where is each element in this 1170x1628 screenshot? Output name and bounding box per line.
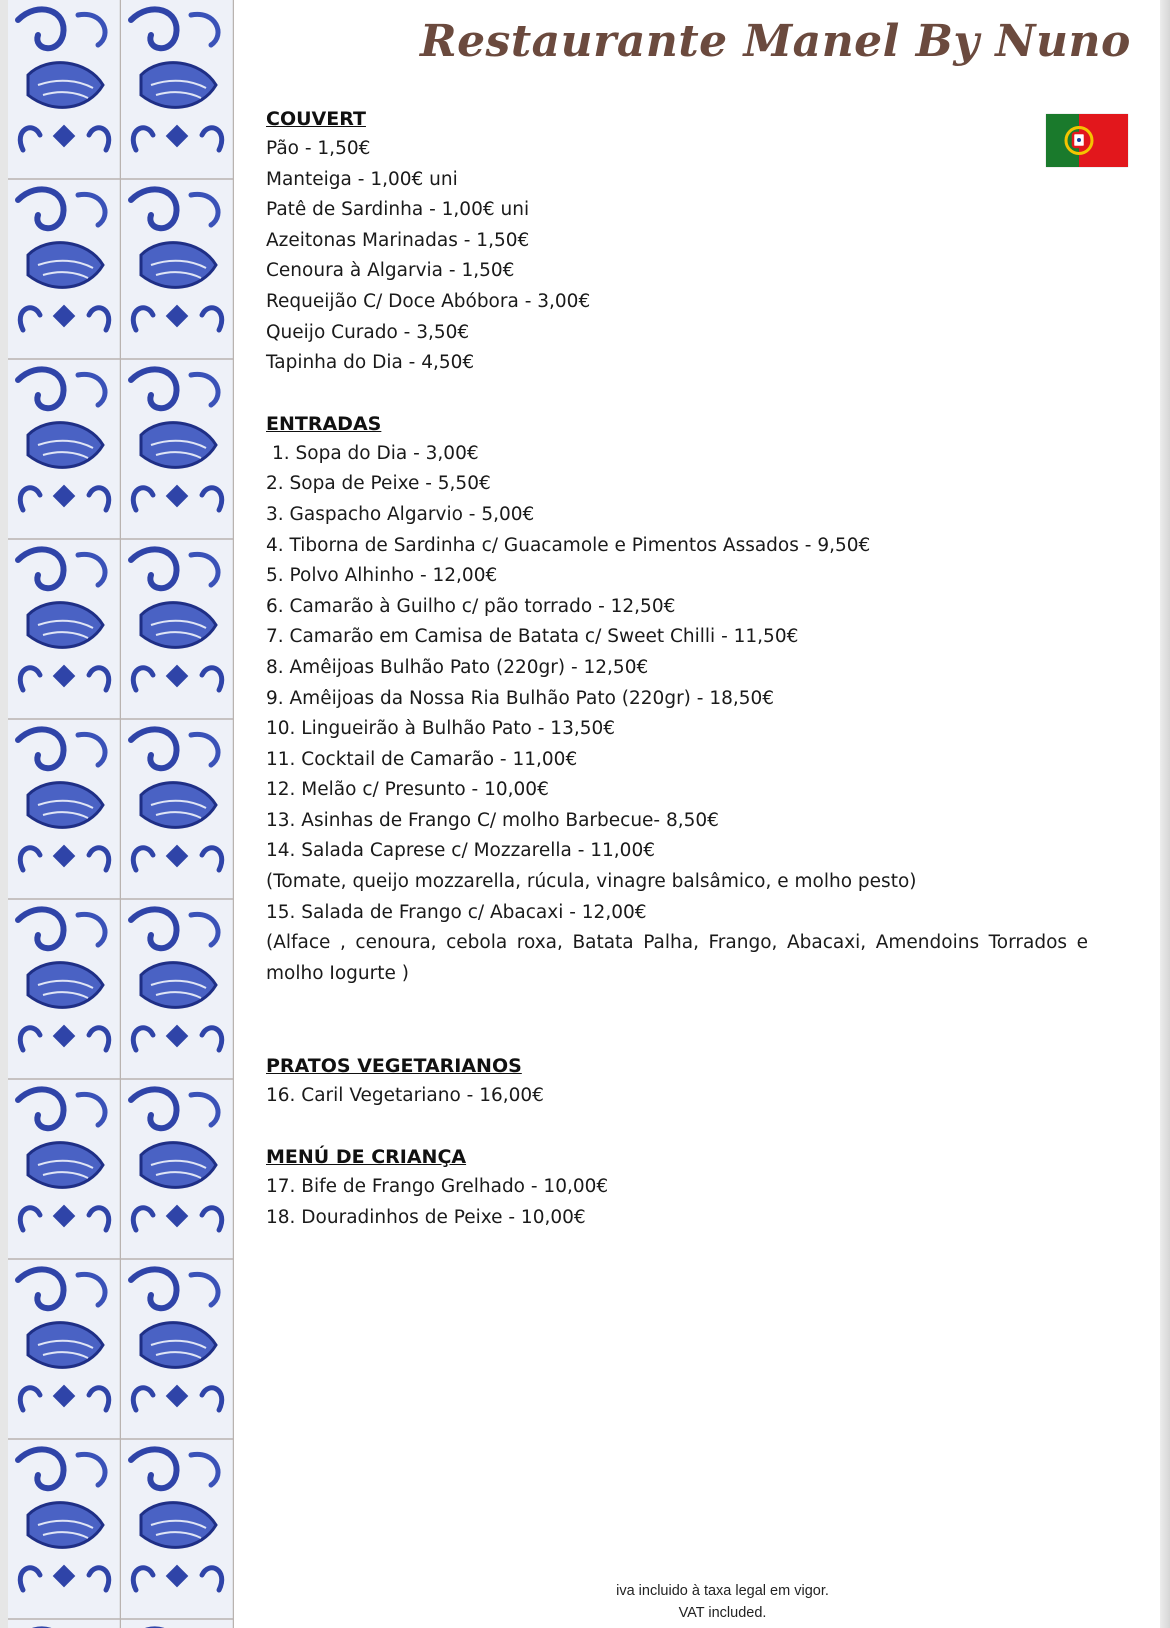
- menu-item: 16. Caril Vegetariano - 16,00€: [266, 1085, 544, 1107]
- section-title-crianca: MENÚ DE CRIANÇA: [266, 1146, 467, 1169]
- menu-item: 2. Sopa de Peixe - 5,50€: [266, 473, 491, 495]
- menu-content: [266, 104, 1088, 1233]
- restaurant-title: Restaurante Manel By Nuno: [420, 16, 1131, 67]
- menu-item: Queijo Curado - 3,50€: [266, 321, 470, 343]
- menu-item: 9. Amêijoas da Nossa Ria Bulhão Pato (220gr) - 18,50€: [266, 687, 775, 709]
- vat-note-pt: iva incluido à taxa legal em vigor.: [616, 1583, 829, 1599]
- menu-item: 3. Gaspacho Algarvio - 5,00€: [266, 503, 535, 525]
- menu-item: Pão - 1,50€: [266, 138, 371, 159]
- menu-item: 5. Polvo Alhinho - 12,00€: [266, 565, 498, 587]
- menu-item: 7. Camarão em Camisa de Batata c/ Sweet Chilli - 11,50€: [266, 626, 799, 648]
- menu-item: 1. Sopa do Dia - 3,00€: [272, 442, 479, 464]
- menu-item: Tapinha do Dia - 4,50€: [266, 352, 475, 374]
- menu-item: 13. Asinhas de Frango C/ molho Barbecue- 8,50€: [266, 809, 719, 831]
- menu-item: 6. Camarão à Guilho c/ pão torrado - 12,50€: [266, 595, 676, 617]
- azulejo-tile-border: [8, 0, 234, 1628]
- menu-item-description: (Tomate, queijo mozzarella, rúcula, vinagre balsâmico, e molho pesto): [266, 871, 917, 893]
- menu-item: 17. Bife de Frango Grelhado - 10,00€: [266, 1176, 609, 1198]
- section-title-vegetarianos: PRATOS VEGETARIANOS: [266, 1055, 522, 1078]
- page-edge-left: [0, 0, 8, 1628]
- section-title-entradas: ENTRADAS: [266, 412, 382, 435]
- menu-item: Manteiga - 1,00€ uni: [266, 168, 458, 190]
- menu-item: 15. Salada de Frango c/ Abacaxi - 12,00€: [266, 901, 647, 923]
- azulejo-pattern-image: [8, 0, 234, 1628]
- menu-item: 14. Salada Caprese c/ Mozzarella - 11,00€: [266, 840, 655, 862]
- menu-item: 18. Douradinhos de Peixe - 10,00€: [266, 1206, 586, 1228]
- menu-item: Azeitonas Marinadas - 1,50€: [266, 229, 530, 251]
- menu-item: Patê de Sardinha - 1,00€ uni: [266, 199, 530, 221]
- menu-item: Cenoura à Algarvia - 1,50€: [266, 260, 515, 282]
- menu-item: 10. Lingueirão à Bulhão Pato - 13,50€: [266, 718, 616, 740]
- vat-note-en: VAT included.: [678, 1605, 767, 1621]
- menu-item: 8. Amêijoas Bulhão Pato (220gr) - 12,50€: [266, 656, 649, 678]
- menu-item-description: (Alface , cenoura, cebola roxa, Batata Palha, Frango, Abacaxi, Amendoins Torrados e molho Iogurte ): [266, 932, 1088, 984]
- vat-footer: [560, 1580, 885, 1624]
- menu-item: 12. Melão c/ Presunto - 10,00€: [266, 779, 549, 801]
- page-edge-right: [1160, 0, 1170, 1628]
- section-title-couvert: COUVERT: [266, 108, 366, 130]
- menu-item: Requeijão C/ Doce Abóbora - 3,00€: [266, 290, 591, 312]
- menu-item: 11. Cocktail de Camarão - 11,00€: [266, 748, 578, 770]
- menu-item: 4. Tiborna de Sardinha c/ Guacamole e Pimentos Assados - 9,50€: [266, 534, 871, 556]
